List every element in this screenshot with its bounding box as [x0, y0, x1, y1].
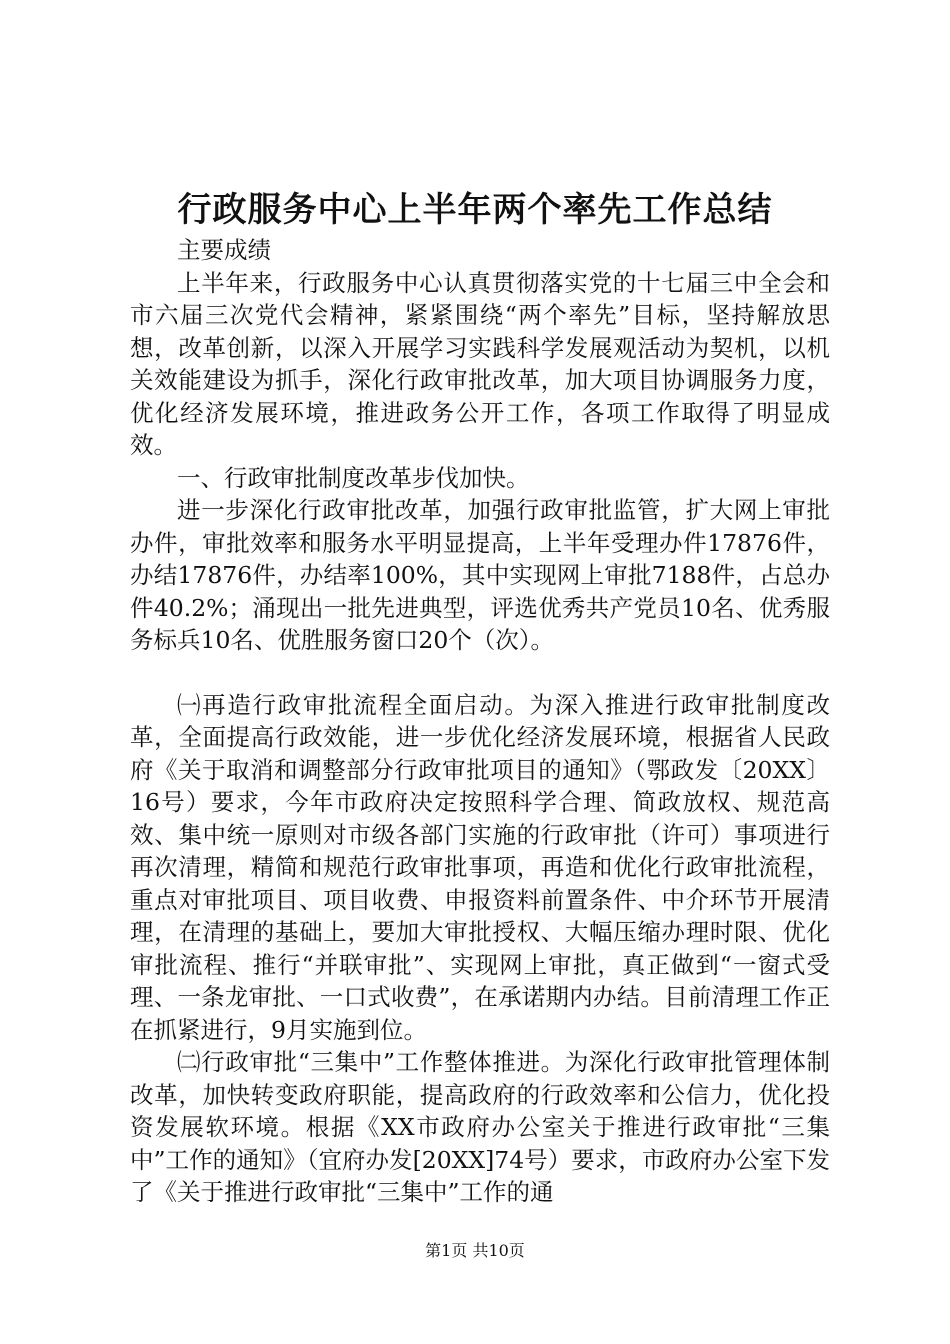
paragraph-item-two: ㈡行政审批“三集中”工作整体推进。为深化行政审批管理体制改革，加快转变政府职能，提高政府的行政效率和公信力，优化投资发展软环境。根据《XX市政府办公室关于推进行政审批“三集中”工作的通知》（宜府办发[20XX]74号）要求，市政府办公室下发了《关于推进行政审批“三集中”工作的通: [130, 1048, 830, 1206]
paragraph-item-one: ㈠再造行政审批流程全面启动。为深入推进行政审批制度改革，全面提高行政效能，进一步优化经济发展环境，根据省人民政府《关于取消和调整部分行政审批项目的通知》（鄂政发〔20XX〕16号）要求，今年市政府决定按照科学合理、简政放权、规范高效、集中统一原则对市级各部门实施的行政审批（许可）事项进行再次清理，精简和规范行政审批事项，再造和优化行政审批流程，重点对审批项目、项目收费、申报资料前置条件、中介环节开展清理，在清理的基础上，要加大审批授权、大幅压缩办理时限、优化审批流程、推行“并联审批”、实现网上审批，真正做到“一窗式受理、一条龙审批、一口式收费”，在承诺期内办结。目前清理工作正在抓紧进行，9月实施到位。: [130, 690, 830, 1044]
paragraph-statistics: 进一步深化行政审批改革，加强行政审批监管，扩大网上审批办件，审批效率和服务水平明显提高，上半年受理办件17876件，办结17876件，办结率100%，其中实现网上审批7188件，占总办件40.2%；涌现出一批先进典型，评选优秀共产党员10名、优秀服务标兵10名、优胜服务窗口20个（次）。: [130, 496, 830, 654]
document-title: 行政服务中心上半年两个率先工作总结: [177, 190, 773, 230]
paragraph-section-heading: 一、行政审批制度改革步伐加快。: [177, 463, 530, 492]
page-footer: 第1页 共10页: [425, 1241, 525, 1260]
paragraph-intro: 上半年来，行政服务中心认真贯彻落实党的十七届三中全会和市六届三次党代会精神，紧紧围绕“两个率先”目标，坚持解放思想，改革创新，以深入开展学习实践科学发展观活动为契机，以机关效能建设为抓手，深化行政审批改革，加大项目协调服务力度，优化经济发展环境，推进政务公开工作，各项工作取得了明显成效。: [130, 268, 830, 459]
document-body: [130, 234, 830, 1209]
paragraph-heading-main: 主要成绩: [177, 236, 271, 264]
